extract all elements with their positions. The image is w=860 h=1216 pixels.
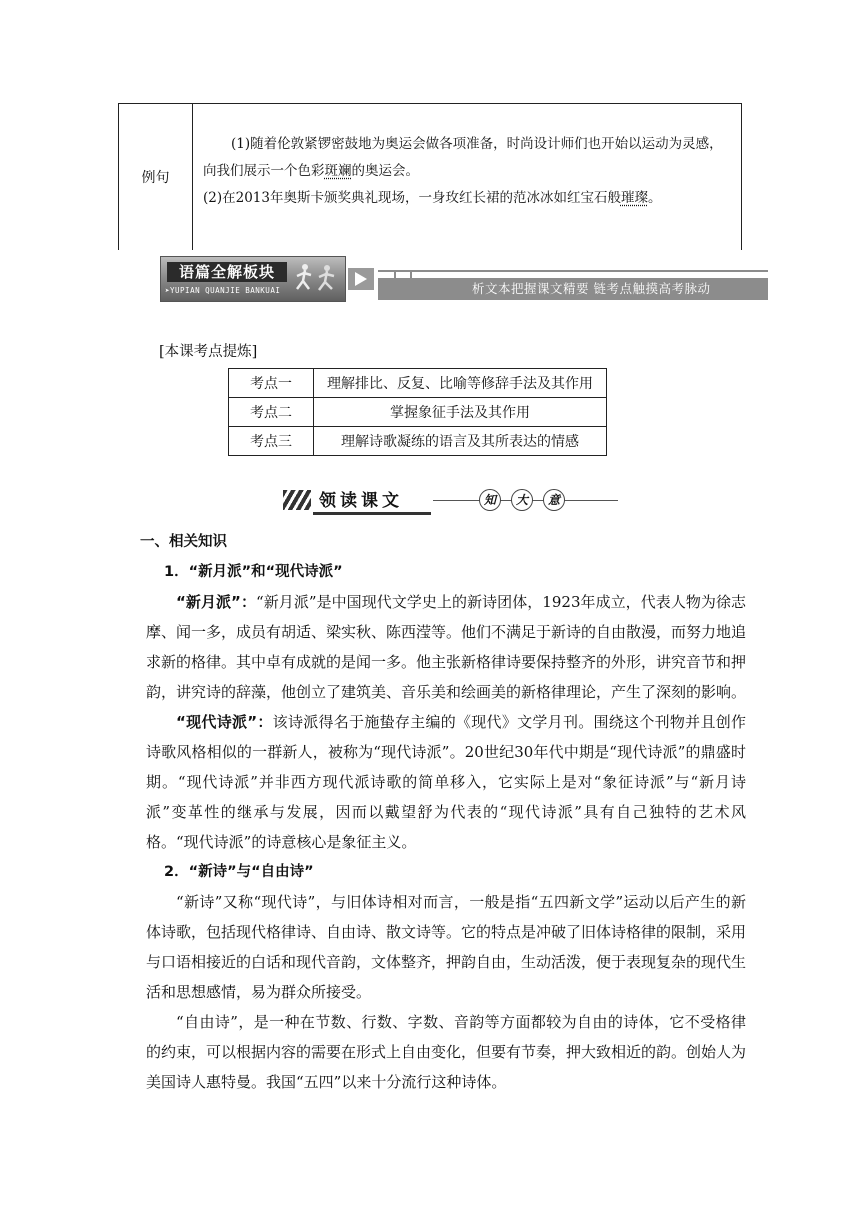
banner-line [378, 270, 768, 272]
banner-logo [160, 256, 346, 302]
keypoints-heading: [本课考点提炼] [159, 344, 258, 360]
highlighted-word: 璀璨 [620, 190, 648, 206]
paragraph-text: “新月派”是中国现代文学史上的新诗团体，1923年成立，代表人物为徐志摩、闻一多，成员有胡适、梁实秋、陈西滢等。他们不满足于新诗的自由散漫，而努力地追求新的格律。其中卓有成就的是闻一多。他主张新格律诗要保持整齐的外形，讲究音节和押韵，讲究诗的辞藻，他创立了建筑美、音乐美和绘画美的新格律理论，产生了深刻的影响。 [146, 593, 747, 701]
sentence-text: 的奥运会。 [351, 163, 419, 179]
example-sentences [203, 131, 735, 212]
banner-notch [394, 270, 412, 278]
seal-icon: 大 [511, 489, 533, 511]
banner-logo-title: 语篇全解板块 [167, 262, 287, 282]
sentence-text: 。 [647, 190, 662, 206]
slash-decoration-icon [283, 490, 311, 510]
read-section-header [283, 486, 618, 514]
keypoint-key: 考点三 [229, 427, 314, 456]
keypoint-key: 考点一 [229, 369, 314, 398]
term: “现代诗派”： [176, 713, 273, 731]
sentence-text: (2)在2013年奥斯卡颁奖典礼现场，一身玫红长裙的范冰冰如红宝石般 [203, 190, 621, 206]
example-sentence-2 [203, 185, 735, 212]
keypoints-table [228, 368, 607, 456]
paragraph [146, 587, 746, 707]
keypoint-value: 理解排比、反复、比喻等修辞手法及其作用 [314, 369, 607, 398]
read-section-title: 领读课文 [319, 491, 403, 511]
sentence-text: (1)随着伦敦紧锣密鼓地为奥运会做各项准备，时尚设计师们也开始以运动为灵感，向我们展示一个色彩 [203, 136, 723, 179]
example-label: 例句 [119, 104, 193, 250]
paragraph [146, 707, 746, 857]
paragraph: “新诗”又称“现代诗”，与旧体诗相对而言，一般是指“五四新文学”运动以后产生的新体诗歌，包括现代格律诗、自由诗、散文诗等。它的特点是冲破了旧体诗格律的限制，采用与口语相接近的白话和现代音韵，文体整齐，押韵自由，生动活泼，便于表现复杂的现代生活和思想感情，易为群众所接受。 [146, 893, 747, 1001]
table-row [229, 369, 607, 398]
example-table [118, 103, 742, 250]
banner-logo-pinyin: ➤YUPIAN QUANJIE BANKUAI [165, 286, 281, 295]
table-row [229, 427, 607, 456]
keypoint-value: 理解诗歌凝练的语言及其所表达的情感 [314, 427, 607, 456]
term: “新月派”： [176, 593, 257, 611]
highlighted-word: 斑斓 [324, 163, 352, 179]
section-heading: 一、相关知识 [140, 534, 227, 550]
subsection-heading: 2．“新诗”与“自由诗” [164, 864, 314, 880]
banner-slogan: 析文本把握课文精要 链考点触摸高考脉动 [472, 281, 711, 296]
seal-icon: 意 [543, 489, 565, 511]
subsection-heading: 1．“新月派”和“现代诗派” [164, 564, 343, 580]
section-banner [160, 256, 768, 302]
paragraph-text: 该诗派得名于施蛰存主编的《现代》文学月刊。围绕这个刊物并且创作诗歌风格相似的一群新人，被称为“现代诗派”。20世纪30年代中期是“现代诗派”的鼎盛时期。“现代诗派”并非西方现代派诗歌的简单移入，它实际上是对“象征诗派”与“新月诗派”变革性的继承与发展，因而以戴望舒为代表的“现代诗派”具有自己独特的艺术风格。“现代诗派”的诗意核心是象征主义。 [146, 713, 746, 851]
play-icon [348, 268, 374, 290]
keypoint-key: 考点二 [229, 398, 314, 427]
body-content [140, 527, 747, 1097]
keypoint-value: 掌握象征手法及其作用 [314, 398, 607, 427]
runners-icon [291, 259, 343, 299]
seal-icon: 知 [479, 489, 501, 511]
paragraph: “自由诗”，是一种在节数、行数、字数、音韵等方面都较为自由的诗体，它不受格律的约束，可以根据内容的需要在形式上自由变化，但要有节奏，押大致相近的韵。创始人为美国诗人惠特曼。我国“五四”以来十分流行这种诗体。 [146, 1013, 747, 1091]
table-row [229, 398, 607, 427]
example-sentence-1 [203, 131, 735, 185]
